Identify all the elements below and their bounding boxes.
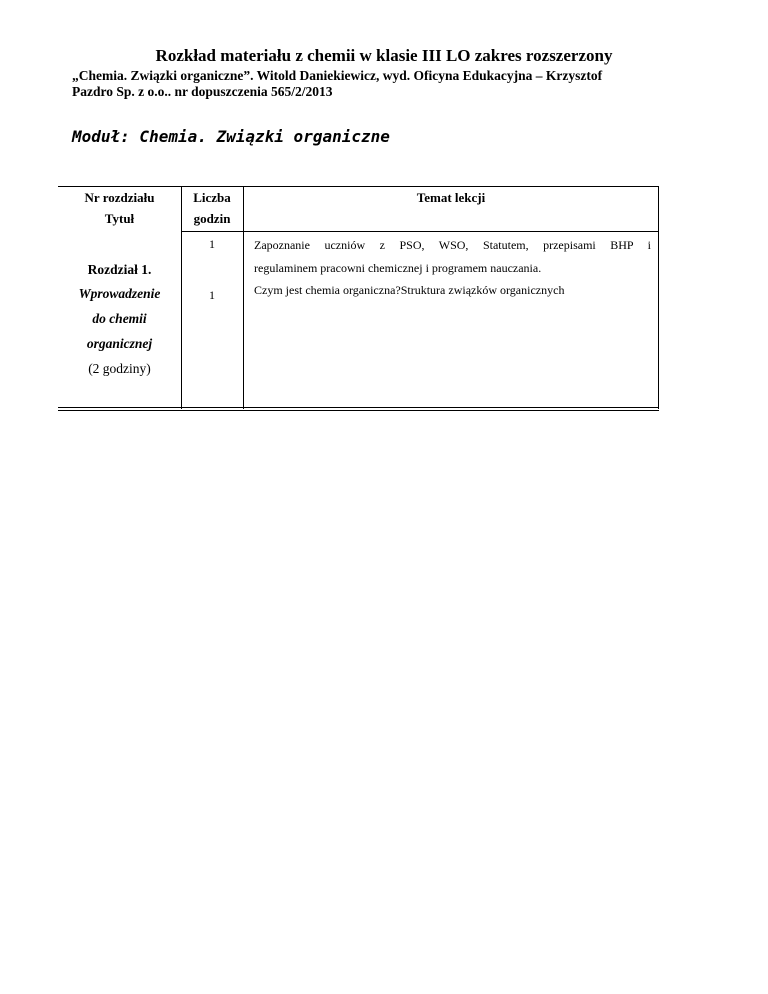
row-1-topic-line-2: regulaminem pracowni chemicznej i programem nauczania. (254, 261, 542, 275)
header-bottom-border (181, 231, 659, 232)
col-divider-2 (243, 186, 244, 409)
subtitle-line-1: „Chemia. Związki organiczne”. Witold Daniekiewicz, wyd. Oficyna Edukacyjna – Krzysztof (72, 68, 603, 83)
row-2-hours: 1 (209, 288, 215, 302)
table-right-border (658, 186, 659, 409)
module-heading: Moduł: Chemia. Związki organiczne (72, 127, 390, 146)
document-title: Rozkład materiału z chemii w klasie III LO zakres rozszerzony (155, 46, 613, 65)
lesson-plan-table (58, 186, 659, 411)
chapter-hours-total: (2 godziny) (88, 361, 151, 376)
header-chapter-number: Nr rozdziału (84, 190, 155, 205)
header-chapter-title: Tytuł (104, 211, 135, 226)
chapter-number: Rozdział 1. (87, 262, 152, 277)
table-top-border (58, 186, 659, 187)
chapter-title-line-1: Wprowadzenie (78, 286, 161, 301)
row-1-hours: 1 (209, 237, 215, 251)
row-1-topic-line-1: Zapoznanie uczniów z PSO, WSO, Statutem, przepisami BHP i (254, 238, 651, 252)
row-2-topic: Czym jest chemia organiczna?Struktura związków organicznych (254, 283, 565, 297)
header-lesson-topic: Temat lekcji (416, 190, 486, 205)
subtitle-line-2: Pazdro Sp. z o.o.. nr dopuszczenia 565/2/2013 (72, 84, 333, 99)
document-subtitle (72, 68, 712, 100)
chapter-title-line-3: organicznej (86, 336, 153, 351)
header-hours-line1: Liczba (193, 190, 231, 205)
table-bottom-border (58, 407, 659, 408)
header-hours-line2: godzin (193, 211, 231, 226)
chapter-title-line-2: do chemii (92, 311, 147, 326)
